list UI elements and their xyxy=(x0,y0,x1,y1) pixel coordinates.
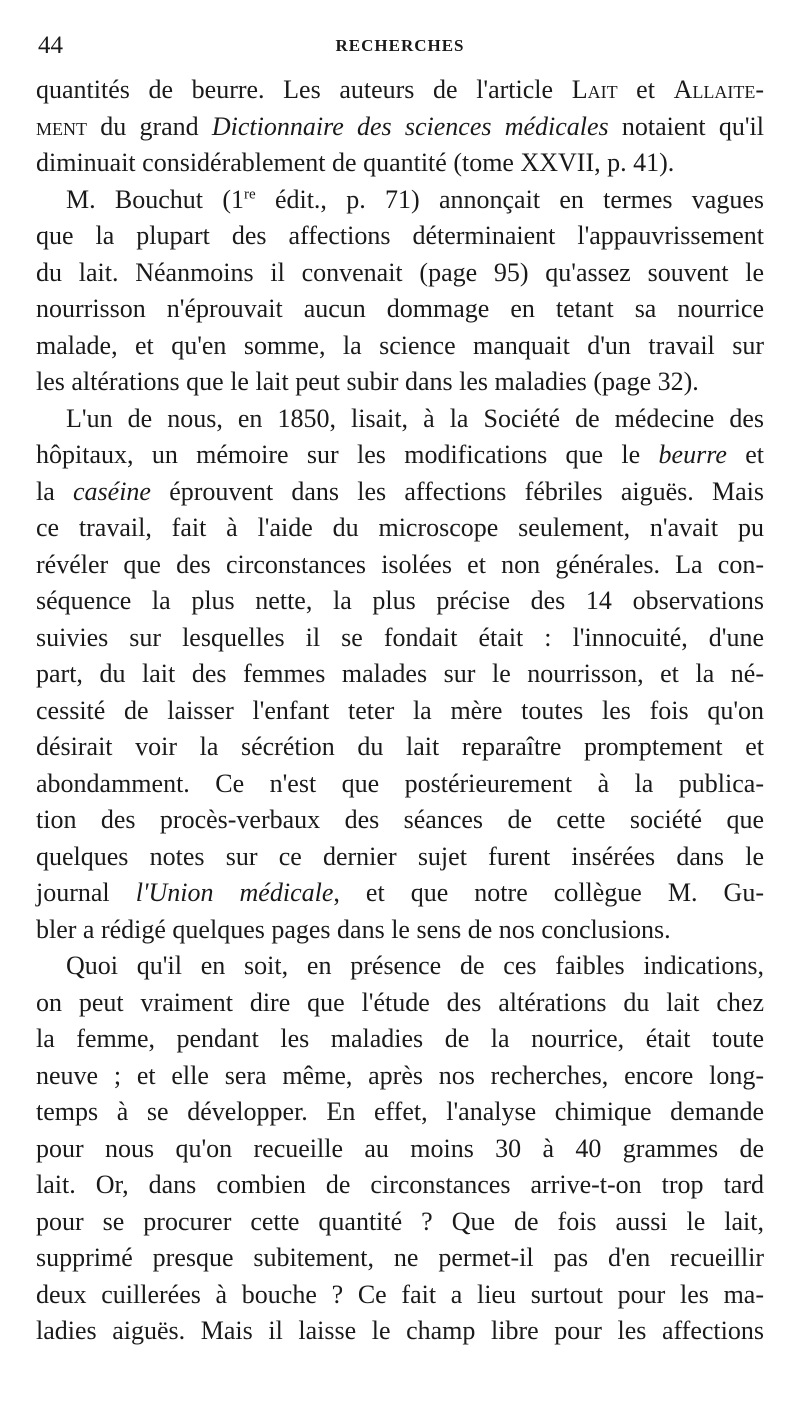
text-line: neuve ; et elle sera même, après nos recherches, encore long- xyxy=(36,1060,764,1090)
paragraph-start-line: M. Bouchut (1re édit., p. 71) annonçait en termes vagues xyxy=(66,184,764,214)
page-number: 44 xyxy=(38,32,63,59)
text-line: du lait. Néanmoins il convenait (page 95) qu'assez souvent le xyxy=(36,257,764,287)
text-line: la caséine éprouvent dans les affections fébriles aiguës. Mais xyxy=(36,476,764,506)
text-line: tion des procès-verbaux des séances de cette société que xyxy=(36,805,764,834)
body-text xyxy=(36,72,764,1350)
text-line: abondamment. Ce n'est que postérieurement à la publica- xyxy=(36,768,764,798)
text-line: journal l'Union médicale, et que notre collègue M. Gu- xyxy=(36,878,764,907)
text-line: la femme, pendant les maladies de la nourrice, était toute xyxy=(36,1024,764,1053)
text-line: hôpitaux, un mémoire sur les modifications que le beurre et xyxy=(36,440,764,469)
text-line: supprimé presque subitement, ne permet-il pas d'en recueillir xyxy=(36,1243,764,1272)
text-line: diminuait considérablement de quantité (tome XXVII, p. 41). xyxy=(36,148,675,177)
text-line: séquence la plus nette, la plus précise des 14 observations xyxy=(36,586,764,615)
text-line: ment du grand Dictionnaire des sciences médicales notaient qu'il xyxy=(36,111,764,141)
text-line: lait. Or, dans combien de circonstances arrive-t-on trop tard xyxy=(36,1170,764,1199)
text-line: ladies aiguës. Mais il laisse le champ libre pour les affections xyxy=(36,1316,764,1345)
running-head xyxy=(38,32,762,68)
text-line: bler a rédigé quelques pages dans le sens de nos conclusions. xyxy=(36,914,671,944)
text-line: quantités de beurre. Les auteurs de l'article Lait et Allaite- xyxy=(36,75,764,104)
text-line: ce travail, fait à l'aide du microscope seulement, n'avait pu xyxy=(36,513,764,542)
text-line: révéler que des circonstances isolées et non générales. La con- xyxy=(36,549,764,579)
text-line: désirait voir la sécrétion du lait reparaître promptement et xyxy=(36,732,764,761)
text-line: nourrisson n'éprouvait aucun dommage en tetant sa nourrice xyxy=(36,294,764,323)
text-line: on peut vraiment dire que l'étude des altérations du lait chez xyxy=(36,987,764,1017)
text-line: temps à se développer. En effet, l'analyse chimique demande xyxy=(36,1097,764,1126)
text-line: les altérations que le lait peut subir dans les maladies (page 32). xyxy=(36,367,699,396)
text-line: deux cuillerées à bouche ? Ce fait a lieu surtout pour les ma- xyxy=(36,1279,764,1309)
paragraph-start-line: L'un de nous, en 1850, lisait, à la Société de médecine des xyxy=(66,403,764,433)
text-line: que la plupart des affections déterminaient l'appauvrissement xyxy=(36,221,764,250)
running-title: RECHERCHES xyxy=(335,36,465,55)
paragraph-start-line: Quoi qu'il en soit, en présence de ces faibles indications, xyxy=(66,951,764,980)
text-line: quelques notes sur ce dernier sujet furent insérées dans le xyxy=(36,841,764,871)
text-line: suivies sur lesquelles il se fondait était : l'innocuité, d'une xyxy=(36,622,764,652)
text-line: pour se procurer cette quantité ? Que de fois aussi le lait, xyxy=(36,1206,764,1236)
text-line: pour nous qu'on recueille au moins 30 à 40 grammes de xyxy=(36,1133,764,1163)
text-line: part, du lait des femmes malades sur le nourrisson, et la né- xyxy=(36,659,764,688)
text-line: malade, et qu'en somme, la science manquait d'un travail sur xyxy=(36,330,764,360)
text-line: cessité de laisser l'enfant teter la mère toutes les fois qu'on xyxy=(36,695,764,725)
